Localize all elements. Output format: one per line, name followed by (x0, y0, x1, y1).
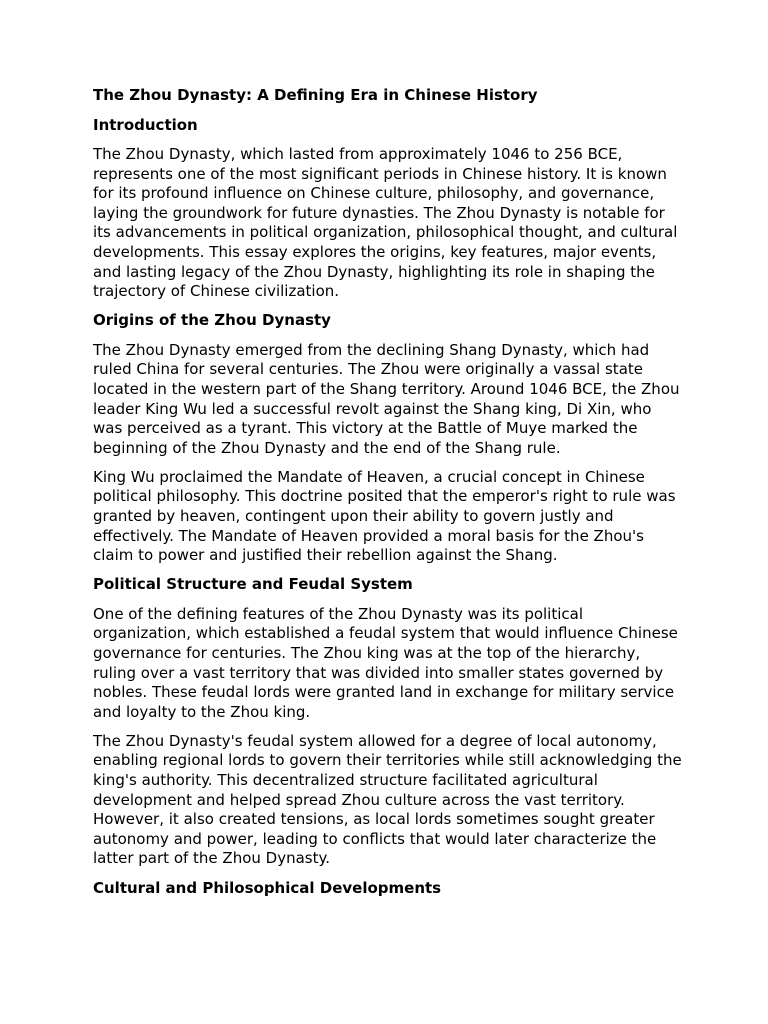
section-heading: Introduction (93, 115, 198, 134)
paragraph: King Wu proclaimed the Mandate of Heaven, a crucial concept in Chinese political philosophy. This doctrine posited that the emperor's right to rule was granted by heaven, contingent upon their ability to govern justly and effectively. The Mandate of Heaven provided a moral basis for the Zhou's claim to power and justified their rebellion against the Shang. (93, 467, 676, 565)
section-cultural-developments (93, 879, 683, 899)
section-origins (93, 311, 683, 566)
paragraph: The Zhou Dynasty emerged from the declining Shang Dynasty, which had ruled China for several centuries. The Zhou were originally a vassal state located in the western part of the Shang territory. Around 1046 BCE, the Zhou leader King Wu led a successful revolt against the Shang king, Di Xin, who was perceived as a tyrant. This victory at the Battle of Muye marked the beginning of the Zhou Dynasty and the end of the Shang rule. (93, 340, 680, 457)
paragraph: The Zhou Dynasty's feudal system allowed for a degree of local autonomy, enabling regional lords to govern their territories while still acknowledging the king's authority. This decentralized structure facilitated agricultural development and helped spread Zhou culture across the vast territory. However, it also created tensions, as local lords sometimes sought greater autonomy and power, leading to conflicts that would later characterize the latter part of the Zhou Dynasty. (93, 731, 682, 868)
section-heading: Origins of the Zhou Dynasty (93, 311, 331, 330)
paragraph: The Zhou Dynasty, which lasted from approximately 1046 to 256 BCE, represents one of the most significant periods in Chinese history. It is known for its profound influence on Chinese culture, philosophy, and governance, laying the groundwork for future dynasties. The Zhou Dynasty is notable for its advancements in political organization, philosophical thought, and cultural developments. This essay explores the origins, key features, major events, and lasting legacy of the Zhou Dynasty, highlighting its role in shaping the trajectory of Chinese civilization. (93, 145, 678, 301)
section-heading: Political Structure and Feudal System (93, 575, 413, 594)
paragraph: One of the defining features of the Zhou Dynasty was its political organization, which established a feudal system that would influence Chinese governance for centuries. The Zhou king was at the top of the hierarchy, ruling over a vast territory that was divided into smaller states governed by nobles. These feudal lords were granted land in exchange for military service and loyalty to the Zhou king. (93, 604, 678, 721)
document-page (93, 86, 683, 908)
document-title: The Zhou Dynasty: A Defining Era in Chinese History (93, 86, 538, 104)
section-introduction (93, 116, 683, 302)
section-heading: Cultural and Philosophical Developments (93, 878, 442, 897)
section-political-structure (93, 575, 683, 869)
